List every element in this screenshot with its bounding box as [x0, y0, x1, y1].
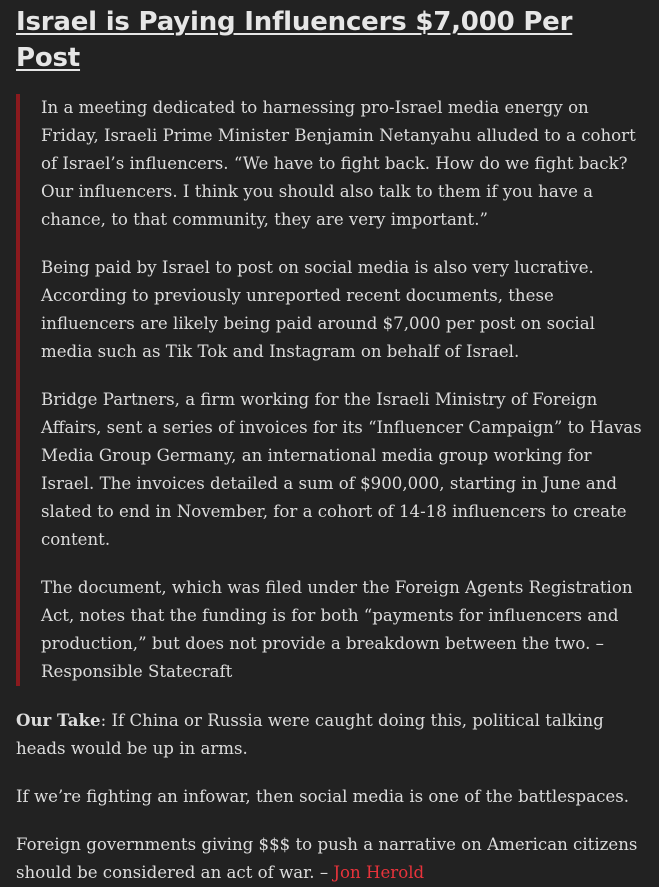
our-take-paragraph [16, 706, 643, 763]
closing-paragraph [16, 831, 643, 887]
our-take-text: : If China or Russia were caught doing this, political talking heads would be up in arms. [16, 711, 604, 758]
closing-text: Foreign governments giving $$$ to push a narrative on American citizens should be considered an act of war. – [16, 835, 638, 882]
quote-paragraph: The document, which was filed under the Foreign Agents Registration Act, notes that the funding is for both “payments for influencers and production,” but does not provide a breakdown between the two. – Responsible Statecraft [41, 578, 633, 681]
article-headline [16, 4, 643, 76]
quote-paragraph: Bridge Partners, a firm working for the Israeli Ministry of Foreign Affairs, sent a series of invoices for its “Influencer Campaign” to Havas Media Group Germany, an international media group working for Israel. The invoices detailed a sum of $900,000, starting in June and slated to end in November, for a cohort of 14-18 influencers to create content. [41, 390, 642, 549]
headline-link[interactable]: Israel is Paying Influencers $7,000 Per Post [16, 7, 573, 73]
commentary [16, 706, 643, 887]
our-take-label: Our Take [16, 710, 101, 730]
article [0, 4, 659, 887]
infowar-paragraph: If we’re fighting an infowar, then social media is one of the battlespaces. [16, 787, 629, 806]
quote-paragraph: Being paid by Israel to post on social media is also very lucrative. According to previously unreported recent documents, these influencers are likely being paid around $7,000 per post on social media such as Tik Tok and Instagram on behalf of Israel. [41, 258, 595, 361]
author-link[interactable]: Jon Herold [333, 863, 425, 882]
quote-paragraph: In a meeting dedicated to harnessing pro-Israel media energy on Friday, Israeli Prime Minister Benjamin Netanyahu alluded to a cohort of Israel’s influencers. “We have to fight back. How do we fight back? Our influencers. I think you should also talk to them if you have a chance, to that community, they are very important.” [41, 98, 636, 229]
quoted-excerpt [16, 94, 643, 686]
